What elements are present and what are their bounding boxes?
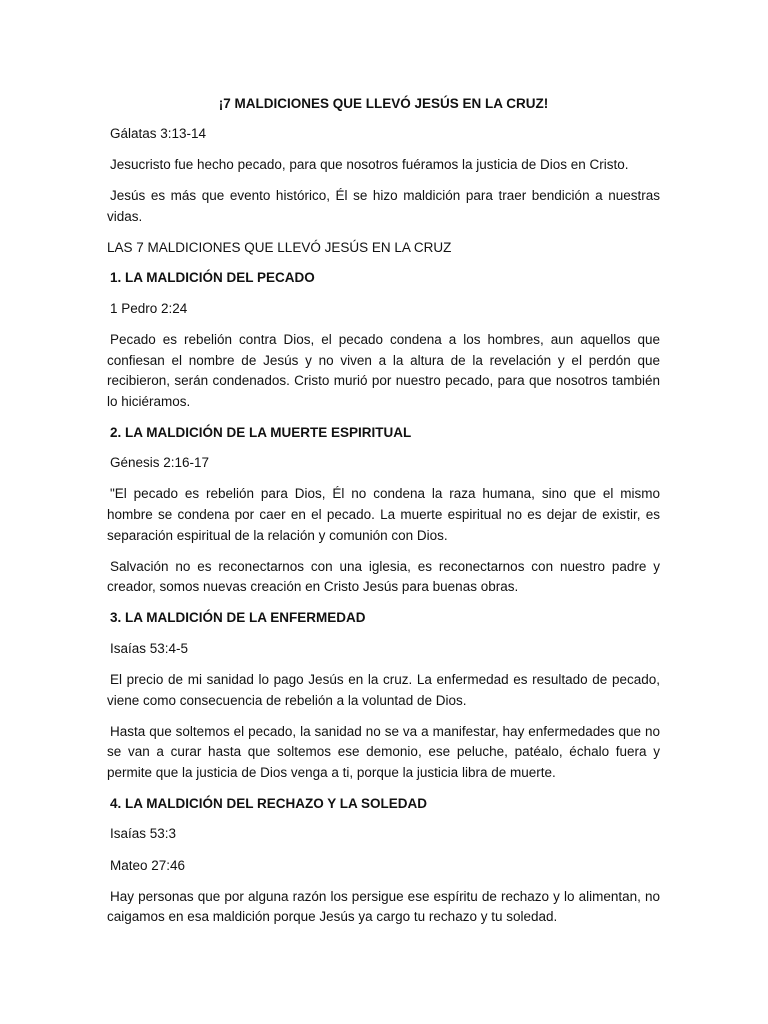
section-reference: Mateo 27:46 <box>110 857 186 873</box>
section-reference: Isaías 53:4-5 <box>110 640 189 656</box>
section-paragraph: El precio de mi sanidad lo pago Jesús en la cruz. La enfermedad es resultado de pecado, viene como consecuencia de rebelión a la voluntad de Dios. <box>107 672 660 708</box>
section-paragraph: "El pecado es rebelión para Dios, Él no condena la raza humana, sino que el mismo hombre se condena por caer en el pecado. La muerte espiritual no es dejar de existir, es separación espiritual de la relación y comunión con Dios. <box>107 486 660 543</box>
intro-reference: Gálatas 3:13-14 <box>110 126 207 141</box>
section-reference: Isaías 53:3 <box>110 826 177 842</box>
section-paragraph: Pecado es rebelión contra Dios, el pecado condena a los hombres, aun aquellos que confiesan el nombre de Jesús y no viven a la altura de la revelación y el perdón que recibieron, serán condenados. Cristo murió por nuestro pecado, para que nosotros también lo hiciéramos. <box>107 331 660 409</box>
section-heading: 1. LA MALDICIÓN DEL PECADO <box>110 270 315 286</box>
document-subtitle: LAS 7 MALDICIONES QUE LLEVÓ JESÚS EN LA CRUZ <box>107 239 452 255</box>
section-paragraph: Salvación no es reconectarnos con una iglesia, es reconectarnos con nuestro padre y creador, somos nuevas creación en Cristo Jesús para buenas obras. <box>107 558 660 595</box>
document-title: ¡7 MALDICIONES QUE LLEVÓ JESÚS EN LA CRUZ! <box>218 96 549 111</box>
document-page <box>107 94 660 938</box>
intro-paragraph: Jesús es más que evento histórico, Él se hizo maldición para traer bendición a nuestras vidas. <box>107 188 660 224</box>
section-heading: 3. LA MALDICIÓN DE LA ENFERMEDAD <box>110 610 366 626</box>
section-heading: 4. LA MALDICIÓN DEL RECHAZO Y LA SOLEDAD <box>110 795 428 811</box>
section-reference: Génesis 2:16-17 <box>110 455 210 471</box>
section-paragraph: Hasta que soltemos el pecado, la sanidad no se va a manifestar, hay enfermedades que no se van a curar hasta que soltemos ese demonio, ese peluche, patéalo, échalo fuera y permite que la justicia de Dios venga a ti, porque la justicia libra de muerte. <box>107 723 660 780</box>
section-paragraph: Hay personas que por alguna razón los persigue ese espíritu de rechazo y lo alimentan, no caigamos en esa maldición porque Jesús ya cargo tu rechazo y tu soledad. <box>107 888 660 925</box>
section-reference: 1 Pedro 2:24 <box>110 300 188 316</box>
intro-paragraph: Jesucristo fue hecho pecado, para que nosotros fuéramos la justicia de Dios en Cristo. <box>110 157 629 173</box>
section-heading: 2. LA MALDICIÓN DE LA MUERTE ESPIRITUAL <box>110 424 412 440</box>
